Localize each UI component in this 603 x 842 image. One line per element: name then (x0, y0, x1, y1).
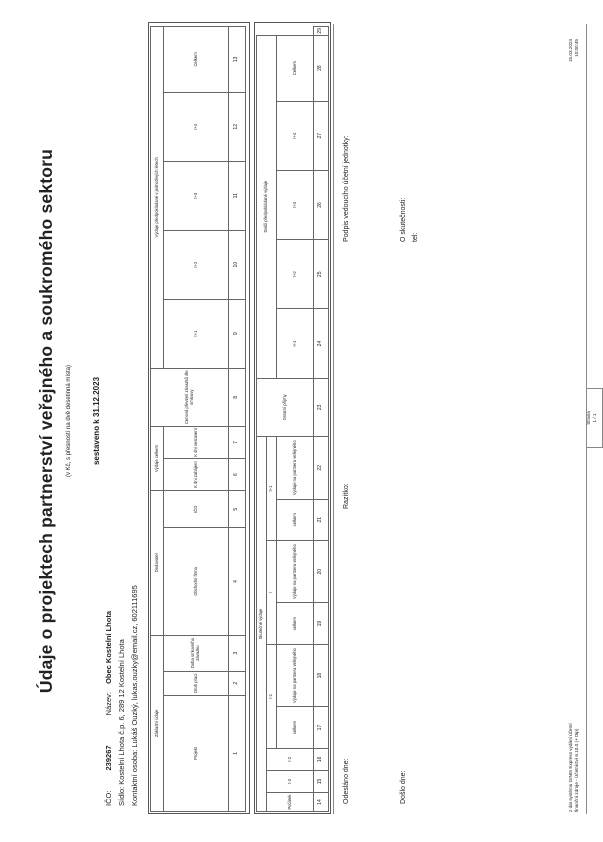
t2-sub-celkem-2: celkem (277, 603, 314, 644)
tel-label: tel: (412, 232, 419, 242)
signature-separator (333, 24, 334, 814)
doslo-label: Došlo dne: (400, 770, 407, 804)
t1-col-vyd-zahajeni: K dni zahájení (164, 459, 229, 491)
t2-sub-vydaje-2: Výdaje na partnera veřejného (277, 540, 314, 602)
print-time: 10:00:45 (573, 39, 579, 57)
print-date: 15.03.2024 (568, 39, 573, 62)
t2-col-t1: t+1 (277, 309, 314, 378)
footer-printed (568, 39, 580, 62)
t2-col-t-plus: t+1 (267, 437, 277, 541)
t1-col-doba: Doba smluvního závazku (164, 635, 229, 671)
t1-col-t3: t+3 (164, 161, 229, 230)
t1-col-t4: t+4 (164, 92, 229, 161)
t2-num-25: 25 (314, 240, 329, 309)
t1-col-obchodni-firma: Obchodní firma (164, 528, 229, 635)
t1-num-12: 12 (229, 92, 246, 161)
t2-sub-celkem-1: celkem (277, 707, 314, 748)
t1-group-dodavatel: Dodavatel (151, 491, 164, 635)
t2-num-22: 22 (314, 437, 329, 499)
t2-col-pocatek: Počátek (267, 793, 314, 812)
footer-system-line1: z dat systému GINIS Express vydání účetní (568, 723, 573, 812)
t2-num-16: 16 (314, 748, 329, 770)
t2-sub-vydaje-3: Výdaje na partnera veřejného (277, 437, 314, 499)
table2 (256, 26, 329, 812)
t2-num-23: 23 (314, 378, 329, 436)
t2-num-18: 18 (314, 644, 329, 706)
table1 (150, 26, 246, 812)
t1-group-predpokl: Výdaje předpokládané v jednotlivých letech (151, 27, 164, 369)
razitko-label: Razítko: (343, 483, 350, 509)
t2-num-27: 27 (314, 101, 329, 170)
t1-num-6: 6 (229, 459, 246, 491)
document-title: Údaje o projektech partnerství veřejného a soukromého sektoru (36, 148, 56, 694)
t1-num-2: 2 (229, 671, 246, 695)
t2-num-15: 15 (314, 770, 329, 792)
t1-col-t2: t+2 (164, 230, 229, 299)
t1-col-celkem: Celkem (164, 27, 229, 93)
ico-label: IČO: (104, 790, 113, 806)
t2-col-t-minus2: t-2 (267, 748, 314, 770)
name-label: Název: (104, 692, 113, 716)
contact-line: Kontaktní osoba: Lukáš Ouzký, lukas.ouzky@email.cz, 602111695 (130, 585, 139, 806)
t2-col-t3: t+3 (277, 170, 314, 239)
t2-col-t: t (267, 540, 277, 644)
t2-sub-vydaje-1: Výdaje na partnera veřejného (277, 644, 314, 706)
t2-num-14: 14 (314, 793, 329, 812)
t1-num-11: 11 (229, 161, 246, 230)
footer-system-line2: finanční zdroje - Účetnictví 6.10.0 (+ Dip) (573, 728, 579, 812)
odeslano-label: Odesláno dne: (343, 758, 350, 804)
t1-num-3: 3 (229, 635, 246, 671)
entity-name: Obec Kostelní Lhota (104, 610, 113, 684)
t2-group-prijmy: Ostatní příjmy (257, 378, 314, 436)
t1-col-t1: t+1 (164, 299, 229, 368)
t1-num-8: 8 (229, 368, 246, 426)
t1-num-10: 10 (229, 230, 246, 299)
t2-num-20: 20 (314, 540, 329, 602)
ico-line (104, 611, 113, 806)
page-value: 1 / 1 (591, 413, 597, 423)
t2-col-t-minus3: t-3 (267, 770, 314, 792)
t2-num-24: 24 (314, 309, 329, 378)
t1-num-1: 1 (229, 695, 246, 811)
t2-num-17: 17 (314, 707, 329, 748)
t2-num-19: 19 (314, 603, 329, 644)
skutecnost-label: O skutečnosti: (400, 197, 407, 242)
t2-sub-celkem-3: celkem (277, 499, 314, 540)
t1-col-vyd-sestaveni: K dni sestavení (164, 426, 229, 458)
t2-num-28: 28 (314, 35, 329, 101)
t2-col-celkem: Celkem (277, 35, 314, 101)
address-line: Sídlo: Kostelní Lhota č.p. 6, 289 12 Kostelní Lhota (117, 639, 126, 806)
report-date: sestaveno k 31.12.2023 (92, 376, 101, 466)
t1-group-vydavky: Výdaje celkem (151, 426, 164, 490)
podpis-label: Podpis vedoucího účetní jednotky: (343, 135, 350, 242)
footer-system (568, 723, 580, 812)
page-indicator (586, 388, 603, 448)
t1-num-9: 9 (229, 299, 246, 368)
t2-col-t-minus1: t-1 (267, 644, 277, 748)
document-subtitle: (v Kč, s přesností na dvě desetinná místa) (66, 364, 72, 478)
t1-col-project: Projekt (164, 695, 229, 811)
t2-group-ostatni: Další předpokládané výdaje (257, 35, 277, 378)
t1-col-cenove: Cenová převzetí závazků dle smlouvy (151, 368, 229, 426)
t1-num-7: 7 (229, 426, 246, 458)
t2-num-21: 21 (314, 499, 329, 540)
page-label: Strana (586, 411, 591, 425)
t1-col-ico: IČO (164, 491, 229, 528)
t2-col-t2: t+2 (277, 240, 314, 309)
t2-group-skutecne: Skutečné výdaje (257, 437, 267, 812)
t2-num-29: 29 (314, 27, 329, 36)
t2-col-t4: t+4 (277, 101, 314, 170)
t1-group-main: Základní údaje (151, 635, 164, 811)
t2-num-26: 26 (314, 170, 329, 239)
t1-num-13: 13 (229, 27, 246, 93)
t1-col-druh: Druh prací (164, 671, 229, 695)
t1-num-4: 4 (229, 528, 246, 635)
ico-value: 239267 (104, 745, 113, 771)
t1-num-5: 5 (229, 491, 246, 528)
